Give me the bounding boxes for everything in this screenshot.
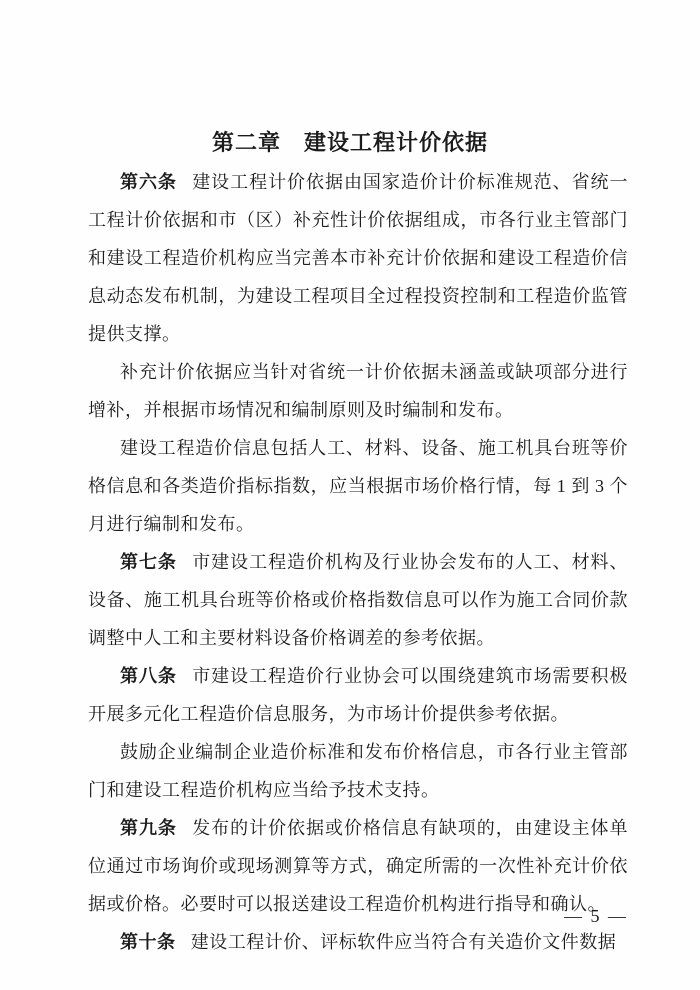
paragraph-text: 建设工程造价信息包括人工、材料、设备、施工机具台班等价格信息和各类造价指标指数，应当根据市场价格行情，每 1 到 3 个月进行编制和发布。 <box>88 438 628 534</box>
paragraph-text: 补充计价依据应当针对省统一计价依据未涵盖或缺项部分进行增补，并根据市场情况和编制原则及时编制和发布。 <box>88 362 628 420</box>
paragraph <box>88 429 628 543</box>
paragraph <box>88 923 628 961</box>
paragraph-text: 市建设工程造价行业协会可以围绕建筑市场需要积极开展多元化工程造价信息服务，为市场计价提供参考依据。 <box>88 666 628 724</box>
paragraph-text: 鼓励企业编制企业造价标准和发布价格信息，市各行业主管部门和建设工程造价机构应当给予技术支持。 <box>88 742 628 800</box>
paragraph-text: 发布的计价依据或价格信息有缺项的，由建设主体单位通过市场询价或现场测算等方式，确定所需的一次性补充计价依据或价格。必要时可以报送建设工程造价机构进行指导和确认。 <box>88 818 628 914</box>
article-label: 第七条 <box>120 552 177 572</box>
paragraph <box>88 809 628 923</box>
paragraph-text: 建设工程计价依据由国家造价计价标准规范、省统一工程计价依据和市（区）补充性计价依据组成，市各行业主管部门和建设工程造价机构应当完善本市补充计价依据和建设工程造价信息动态发布机制，为建设工程项目全过程投资控制和工程造价监管提供支撑。 <box>88 172 628 344</box>
paragraph-text: 市建设工程造价机构及行业协会发布的人工、材料、设备、施工机具台班等价格或价格指数信息可以作为施工合同价款调整中人工和主要材料设备价格调差的参考依据。 <box>88 552 628 648</box>
paragraph <box>88 657 628 733</box>
article-label: 第九条 <box>120 818 177 838</box>
paragraph-text: 建设工程计价、评标软件应当符合有关造价文件数据 <box>190 932 617 952</box>
chapter-title: 第二章 建设工程计价依据 <box>211 130 488 155</box>
page-number: — 5 — <box>564 906 628 926</box>
article-label: 第六条 <box>120 172 177 192</box>
document-body <box>88 163 628 961</box>
paragraph <box>88 163 628 353</box>
article-label: 第八条 <box>120 666 177 686</box>
paragraph <box>88 543 628 657</box>
paragraph <box>88 353 628 429</box>
article-label: 第十条 <box>120 932 176 952</box>
paragraph <box>88 733 628 809</box>
